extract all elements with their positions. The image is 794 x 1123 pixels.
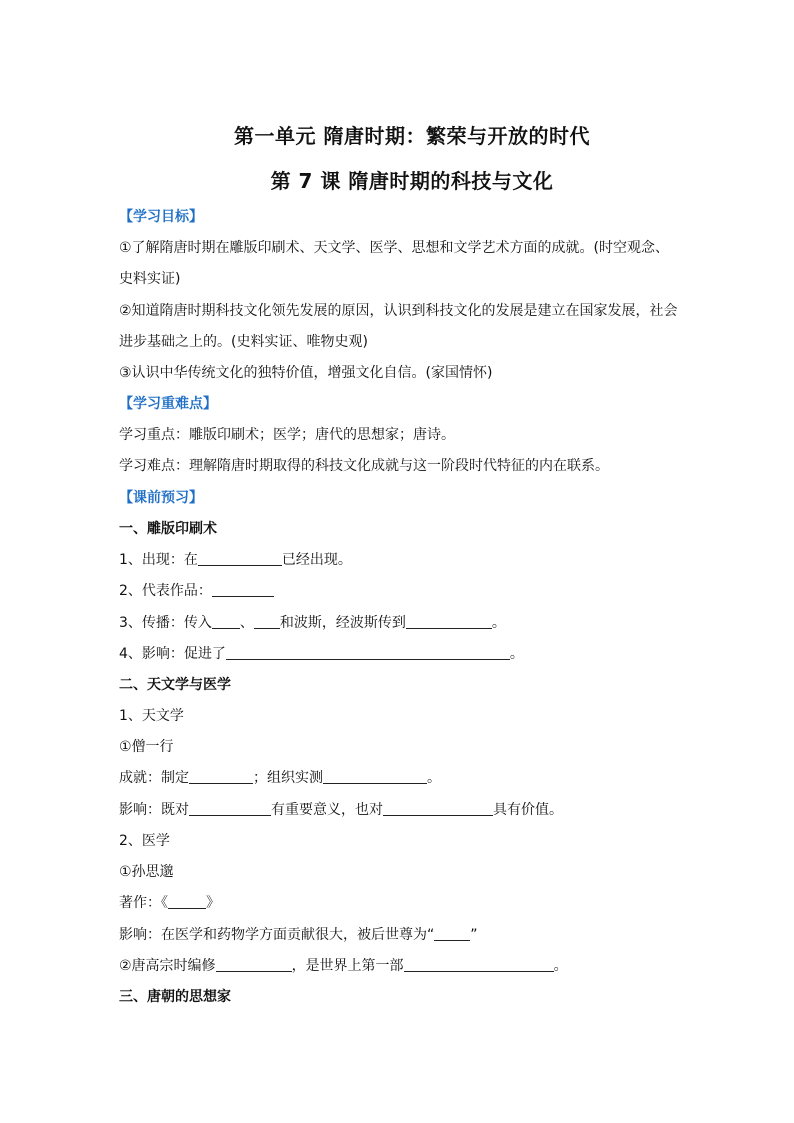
lesson-title: 第 7 课 隋唐时期的科技与文化 — [270, 169, 554, 193]
q3-sep: 、 — [239, 615, 254, 631]
unit-title: 第一单元 隋唐时期：繁荣与开放的时代 — [234, 124, 590, 148]
item2-blank-2[interactable] — [404, 957, 554, 972]
objective-1b: 史料实证) — [119, 271, 181, 287]
person-yixing: ①僧一行 — [119, 739, 174, 755]
q3-blank-2[interactable] — [254, 614, 280, 629]
q3-blank-3[interactable] — [406, 614, 492, 629]
achievement-mid: ；组织实测 — [253, 770, 323, 786]
impact2-blank[interactable] — [434, 926, 470, 941]
impact-end: 具有价值。 — [493, 802, 563, 818]
q4-line — [119, 645, 524, 663]
part3-title: 三、唐朝的思想家 — [119, 989, 231, 1005]
q1-line — [119, 551, 352, 569]
q4-end: 。 — [509, 646, 524, 662]
objective-2a: ②知道隋唐时期科技文化领先发展的原因，认识到科技文化的发展是建立在国家发展，社会 — [119, 303, 678, 319]
q1-suffix: 已经出现。 — [281, 552, 352, 568]
part2-title: 二、天文学与医学 — [119, 677, 231, 693]
part1-title: 一、雕版印刷术 — [119, 521, 217, 537]
q1-prefix: 1、出现：在 — [119, 552, 198, 568]
q1-blank[interactable] — [198, 551, 282, 566]
impact-prefix: 影响：既对 — [119, 802, 189, 818]
item2-mid: ，是世界上第一部 — [291, 958, 404, 974]
q3-prefix: 3、传播：传入 — [119, 615, 212, 631]
achievement-prefix: 成就：制定 — [119, 770, 189, 786]
key-focus: 学习重点：雕版印刷术；医学；唐代的思想家；唐诗。 — [119, 427, 455, 443]
item2-end: 。 — [553, 958, 568, 974]
works-line — [119, 894, 220, 912]
item2-prefix: ②唐高宗时编修 — [119, 958, 216, 974]
q2-blank[interactable] — [212, 582, 274, 597]
q3-end: 。 — [491, 615, 506, 631]
q3-blank-1[interactable] — [212, 614, 240, 629]
preview-heading: 【课前预习】 — [119, 490, 203, 506]
impact2-prefix: 影响：在医学和药物学方面贡献很大，被后世尊为“ — [119, 927, 435, 943]
q4-prefix: 4、影响：促进了 — [119, 646, 226, 662]
medicine-subheading: 2、医学 — [119, 833, 170, 849]
person-sun-simiao: ①孙思邈 — [119, 864, 174, 880]
impact-blank-1[interactable] — [189, 801, 271, 816]
achievement-end: 。 — [427, 770, 441, 786]
tang-pharmacopoeia-line — [119, 957, 568, 975]
impact2-end: ” — [470, 927, 478, 943]
objective-1a: ①了解隋唐时期在雕版印刷术、天文学、医学、思想和文学艺术方面的成就。(时空观念、 — [119, 240, 670, 256]
works-blank[interactable] — [168, 894, 206, 909]
q4-blank[interactable] — [226, 645, 510, 660]
key-difficulty: 学习难点：理解隋唐时期取得的科技文化成就与这一阶段时代特征的内在联系。 — [119, 458, 609, 474]
impact2-line — [119, 926, 478, 944]
impact-line — [119, 801, 563, 819]
achievement-blank-1[interactable] — [189, 769, 253, 784]
works-end: 》 — [206, 895, 220, 911]
key-points-heading: 【学习重难点】 — [119, 396, 217, 412]
works-prefix: 著作：《 — [119, 895, 168, 911]
impact-blank-2[interactable] — [383, 801, 493, 816]
astronomy-subheading: 1、天文学 — [119, 708, 184, 724]
q3-mid: 和波斯，经波斯传到 — [279, 615, 406, 631]
q2-prefix: 2、代表作品： — [119, 583, 212, 599]
impact-mid: 有重要意义，也对 — [271, 802, 383, 818]
objective-3: ③认识中华传统文化的独特价值，增强文化自信。(家国情怀) — [119, 365, 493, 381]
achievement-line — [119, 769, 441, 787]
q2-line — [119, 582, 274, 600]
q3-line — [119, 614, 506, 632]
achievement-blank-2[interactable] — [323, 769, 427, 784]
objective-2b: 进步基础之上的。(史料实证、唯物史观) — [119, 334, 368, 350]
item2-blank-1[interactable] — [216, 957, 292, 972]
objectives-heading: 【学习目标】 — [119, 209, 203, 225]
